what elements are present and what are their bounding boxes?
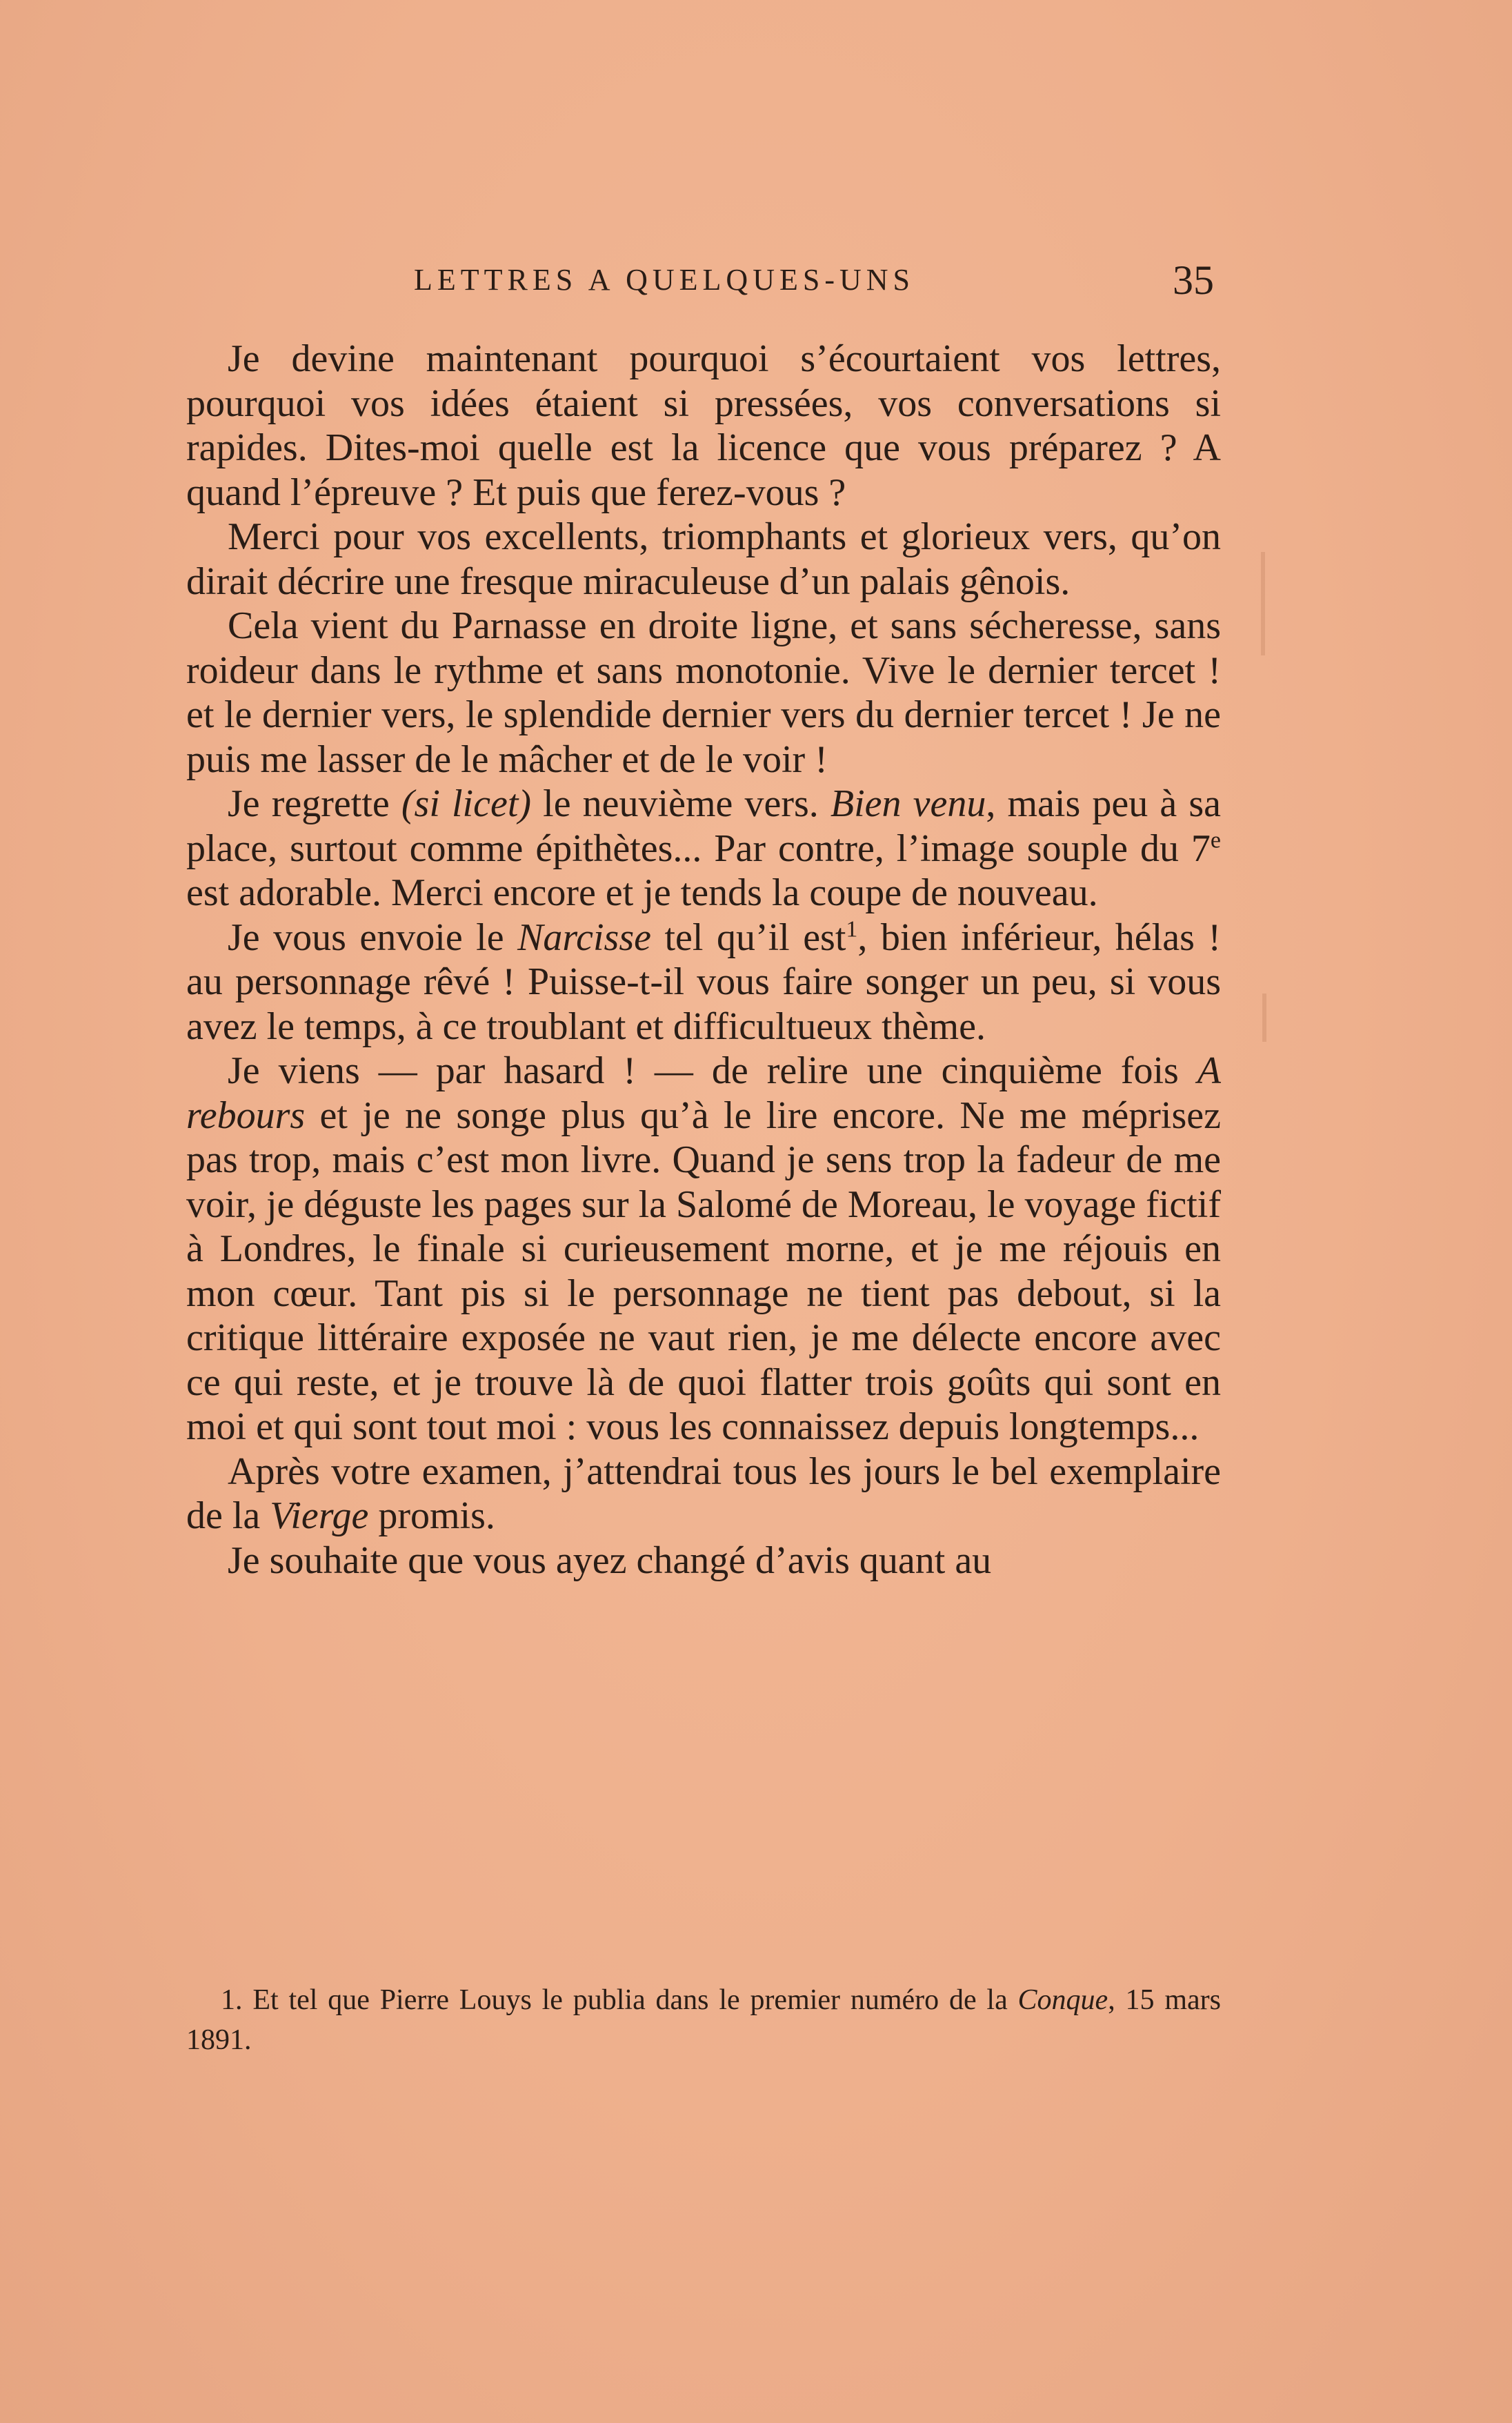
text-run: tel qu’il est <box>651 916 846 959</box>
text-run: Après votre examen, j’attendrai tous les jours le bel exemplaire de la <box>186 1450 1221 1537</box>
italic-text: Narcisse <box>517 916 651 959</box>
paragraph <box>186 1539 1221 1583</box>
body-text <box>186 337 1221 1583</box>
text-run: Je devine maintenant pourquoi s’écourtaient vos lettres, pourquoi vos idées étaient si pressées, vos conversations si rapides. Dites-moi quelle est la licence que vous préparez ? A quand l’épreuve ? Et puis que ferez-vous ? <box>186 337 1221 514</box>
page-number: 35 <box>1173 257 1214 303</box>
paragraph <box>186 515 1221 604</box>
text-run: et je ne songe plus qu’à le lire encore. Ne me méprisez pas trop, mais c’est mon livre. Quand je sens trop la fadeur de me voir, je déguste les pages sur la Salomé de Moreau, le voyage fictif à Londres, le finale si curieusement morne, et je me réjouis en mon cœur. Tant pis si le personnage ne tient pas debout, si la critique littéraire exposée ne vaut rien, je me délecte encore avec ce qui reste, et je trouve là de quoi flatter trois goûts qui sont en moi et qui sont tout moi : vous les connaissez depuis longtemps... <box>186 1094 1221 1448</box>
text-run: , mais peu à sa place, surtout comme épithètes... Par contre, l’image souple du 7 <box>186 782 1221 870</box>
footnote <box>186 1980 1221 2060</box>
text-run: Je viens — par hasard ! — de relire une cinquième fois <box>228 1049 1197 1092</box>
margin-mark <box>1262 993 1266 1042</box>
paragraph <box>186 604 1221 782</box>
italic-text: (si licet) <box>401 782 532 825</box>
paragraph <box>186 1450 1221 1539</box>
text-run: , bien inférieur, hélas ! au personnage rêvé ! Puisse-t-il vous faire songer un peu, si vous avez le temps, à ce troublant et difficultueux thème. <box>186 916 1222 1048</box>
superscript: e <box>1210 827 1221 853</box>
superscript: 1 <box>846 916 858 942</box>
text-run: Je souhaite que vous ayez changé d’avis quant au <box>228 1539 992 1582</box>
paragraph <box>186 1049 1221 1450</box>
text-run: Je vous envoie le <box>228 916 518 959</box>
margin-mark <box>1261 552 1265 655</box>
text-run: le neuvième vers. <box>531 782 830 825</box>
text-run: Je regrette <box>228 782 401 825</box>
italic-text: Bien venu <box>830 782 986 825</box>
text-run: 1. Et tel que Pierre Louys le publia dans le premier numéro de la <box>221 1984 1018 2016</box>
text-run: est adorable. Merci encore et je tends la coupe de nouveau. <box>186 871 1098 914</box>
paragraph <box>186 916 1221 1049</box>
paragraph <box>186 782 1221 916</box>
text-run: Cela vient du Parnasse en droite ligne, et sans sécheresse, sans roideur dans le rythme et sans monotonie. Vive le dernier tercet ! et le dernier vers, le splendide dernier vers du dernier tercet ! Je ne puis me lasser de le mâcher et de le voir ! <box>186 604 1221 781</box>
text-run: promis. <box>368 1494 495 1537</box>
italic-text: Vierge <box>270 1494 369 1537</box>
paragraph <box>186 337 1221 515</box>
running-head: LETTRES A QUELQUES-UNS <box>414 263 915 297</box>
italic-text: A rebours <box>186 1049 1221 1137</box>
text-run: , 15 mars 1891. <box>186 1984 1221 2056</box>
italic-text: Conque <box>1017 1984 1108 2016</box>
footnote-text <box>186 1980 1221 2060</box>
text-run: Merci pour vos excellents, triomphants et glorieux vers, qu’on dirait décrire une fresque miraculeuse d’un palais gênois. <box>186 515 1221 603</box>
